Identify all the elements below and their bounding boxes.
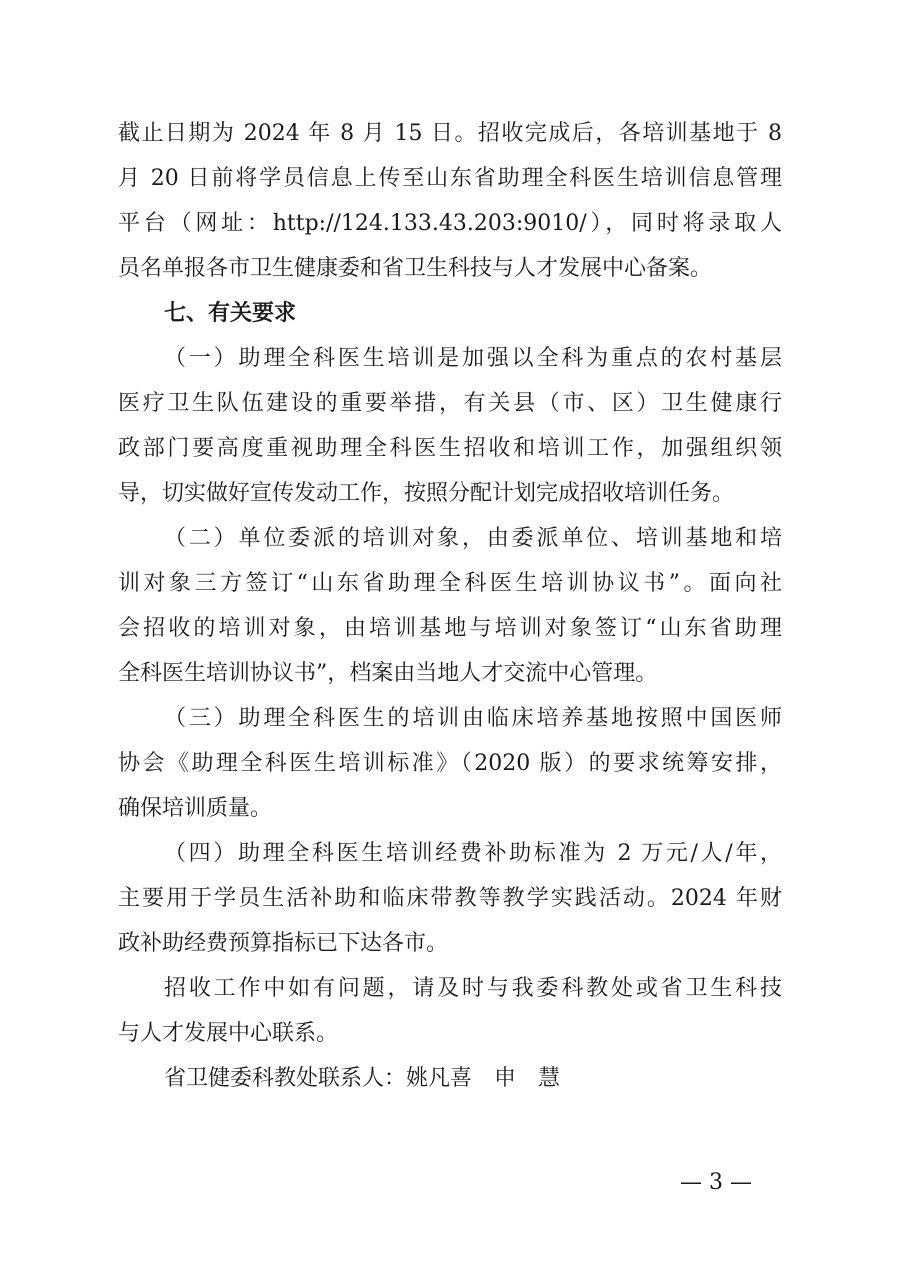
requirement-3-line-2: 协会《助理全科医生培训标准》（2020 版）的要求统筹安排， bbox=[118, 751, 782, 776]
page-number: — 3 — bbox=[680, 1170, 752, 1195]
requirement-1-line-1: （一）助理全科医生培训是加强以全科为重点的农村基层 bbox=[164, 346, 782, 371]
requirement-2-line-3: 会招收的培训对象，由培训基地与培训对象签订“山东省助理 bbox=[118, 616, 782, 641]
text-line-2: 月 20 日前将学员信息上传至山东省助理全科医生培训信息管理 bbox=[118, 166, 782, 191]
requirement-2-line-1: （二）单位委派的培训对象，由委派单位、培训基地和培 bbox=[164, 526, 782, 551]
contact-person-line: 省卫健委科教处联系人：姚凡喜 申 慧 bbox=[164, 1066, 561, 1091]
requirement-3-line-1: （三）助理全科医生的培训由临床培养基地按照中国医师 bbox=[164, 706, 782, 731]
contact-paragraph-line-2: 与人才发展中心联系。 bbox=[118, 1021, 339, 1046]
requirement-1-line-4: 导，切实做好宣传发动工作，按照分配计划完成招收培训任务。 bbox=[118, 481, 735, 506]
text-line-4: 员名单报各市卫生健康委和省卫生科技与人才发展中心备案。 bbox=[118, 256, 713, 281]
requirement-4-line-1: （四）助理全科医生培训经费补助标准为 2 万元/人/年， bbox=[164, 841, 782, 866]
section-heading: 七、有关要求 bbox=[164, 301, 297, 326]
requirement-4-line-2: 主要用于学员生活补助和临床带教等教学实践活动。2024 年财 bbox=[118, 886, 782, 911]
requirement-3-line-3: 确保培训质量。 bbox=[118, 796, 273, 821]
requirement-2-line-2: 训对象三方签订“山东省助理全科医生培训协议书”。面向社 bbox=[118, 571, 782, 596]
contact-paragraph-line-1: 招收工作中如有问题，请及时与我委科教处或省卫生科技 bbox=[164, 976, 782, 1001]
body-text bbox=[118, 111, 782, 1101]
requirement-2-line-4: 全科医生培训协议书”，档案由当地人才交流中心管理。 bbox=[118, 661, 658, 686]
requirement-4-line-3: 政补助经费预算指标已下达各市。 bbox=[118, 931, 449, 956]
text-line-3: 平台（网址：http://124.133.43.203:9010/），同时将录取人 bbox=[118, 211, 782, 236]
text-line-1: 截止日期为 2024 年 8 月 15 日。招收完成后，各培训基地于 8 bbox=[118, 121, 782, 146]
requirement-1-line-3: 政部门要高度重视助理全科医生招收和培训工作，加强组织领 bbox=[118, 436, 782, 461]
requirement-1-line-2: 医疗卫生队伍建设的重要举措，有关县（市、区）卫生健康行 bbox=[118, 391, 782, 416]
